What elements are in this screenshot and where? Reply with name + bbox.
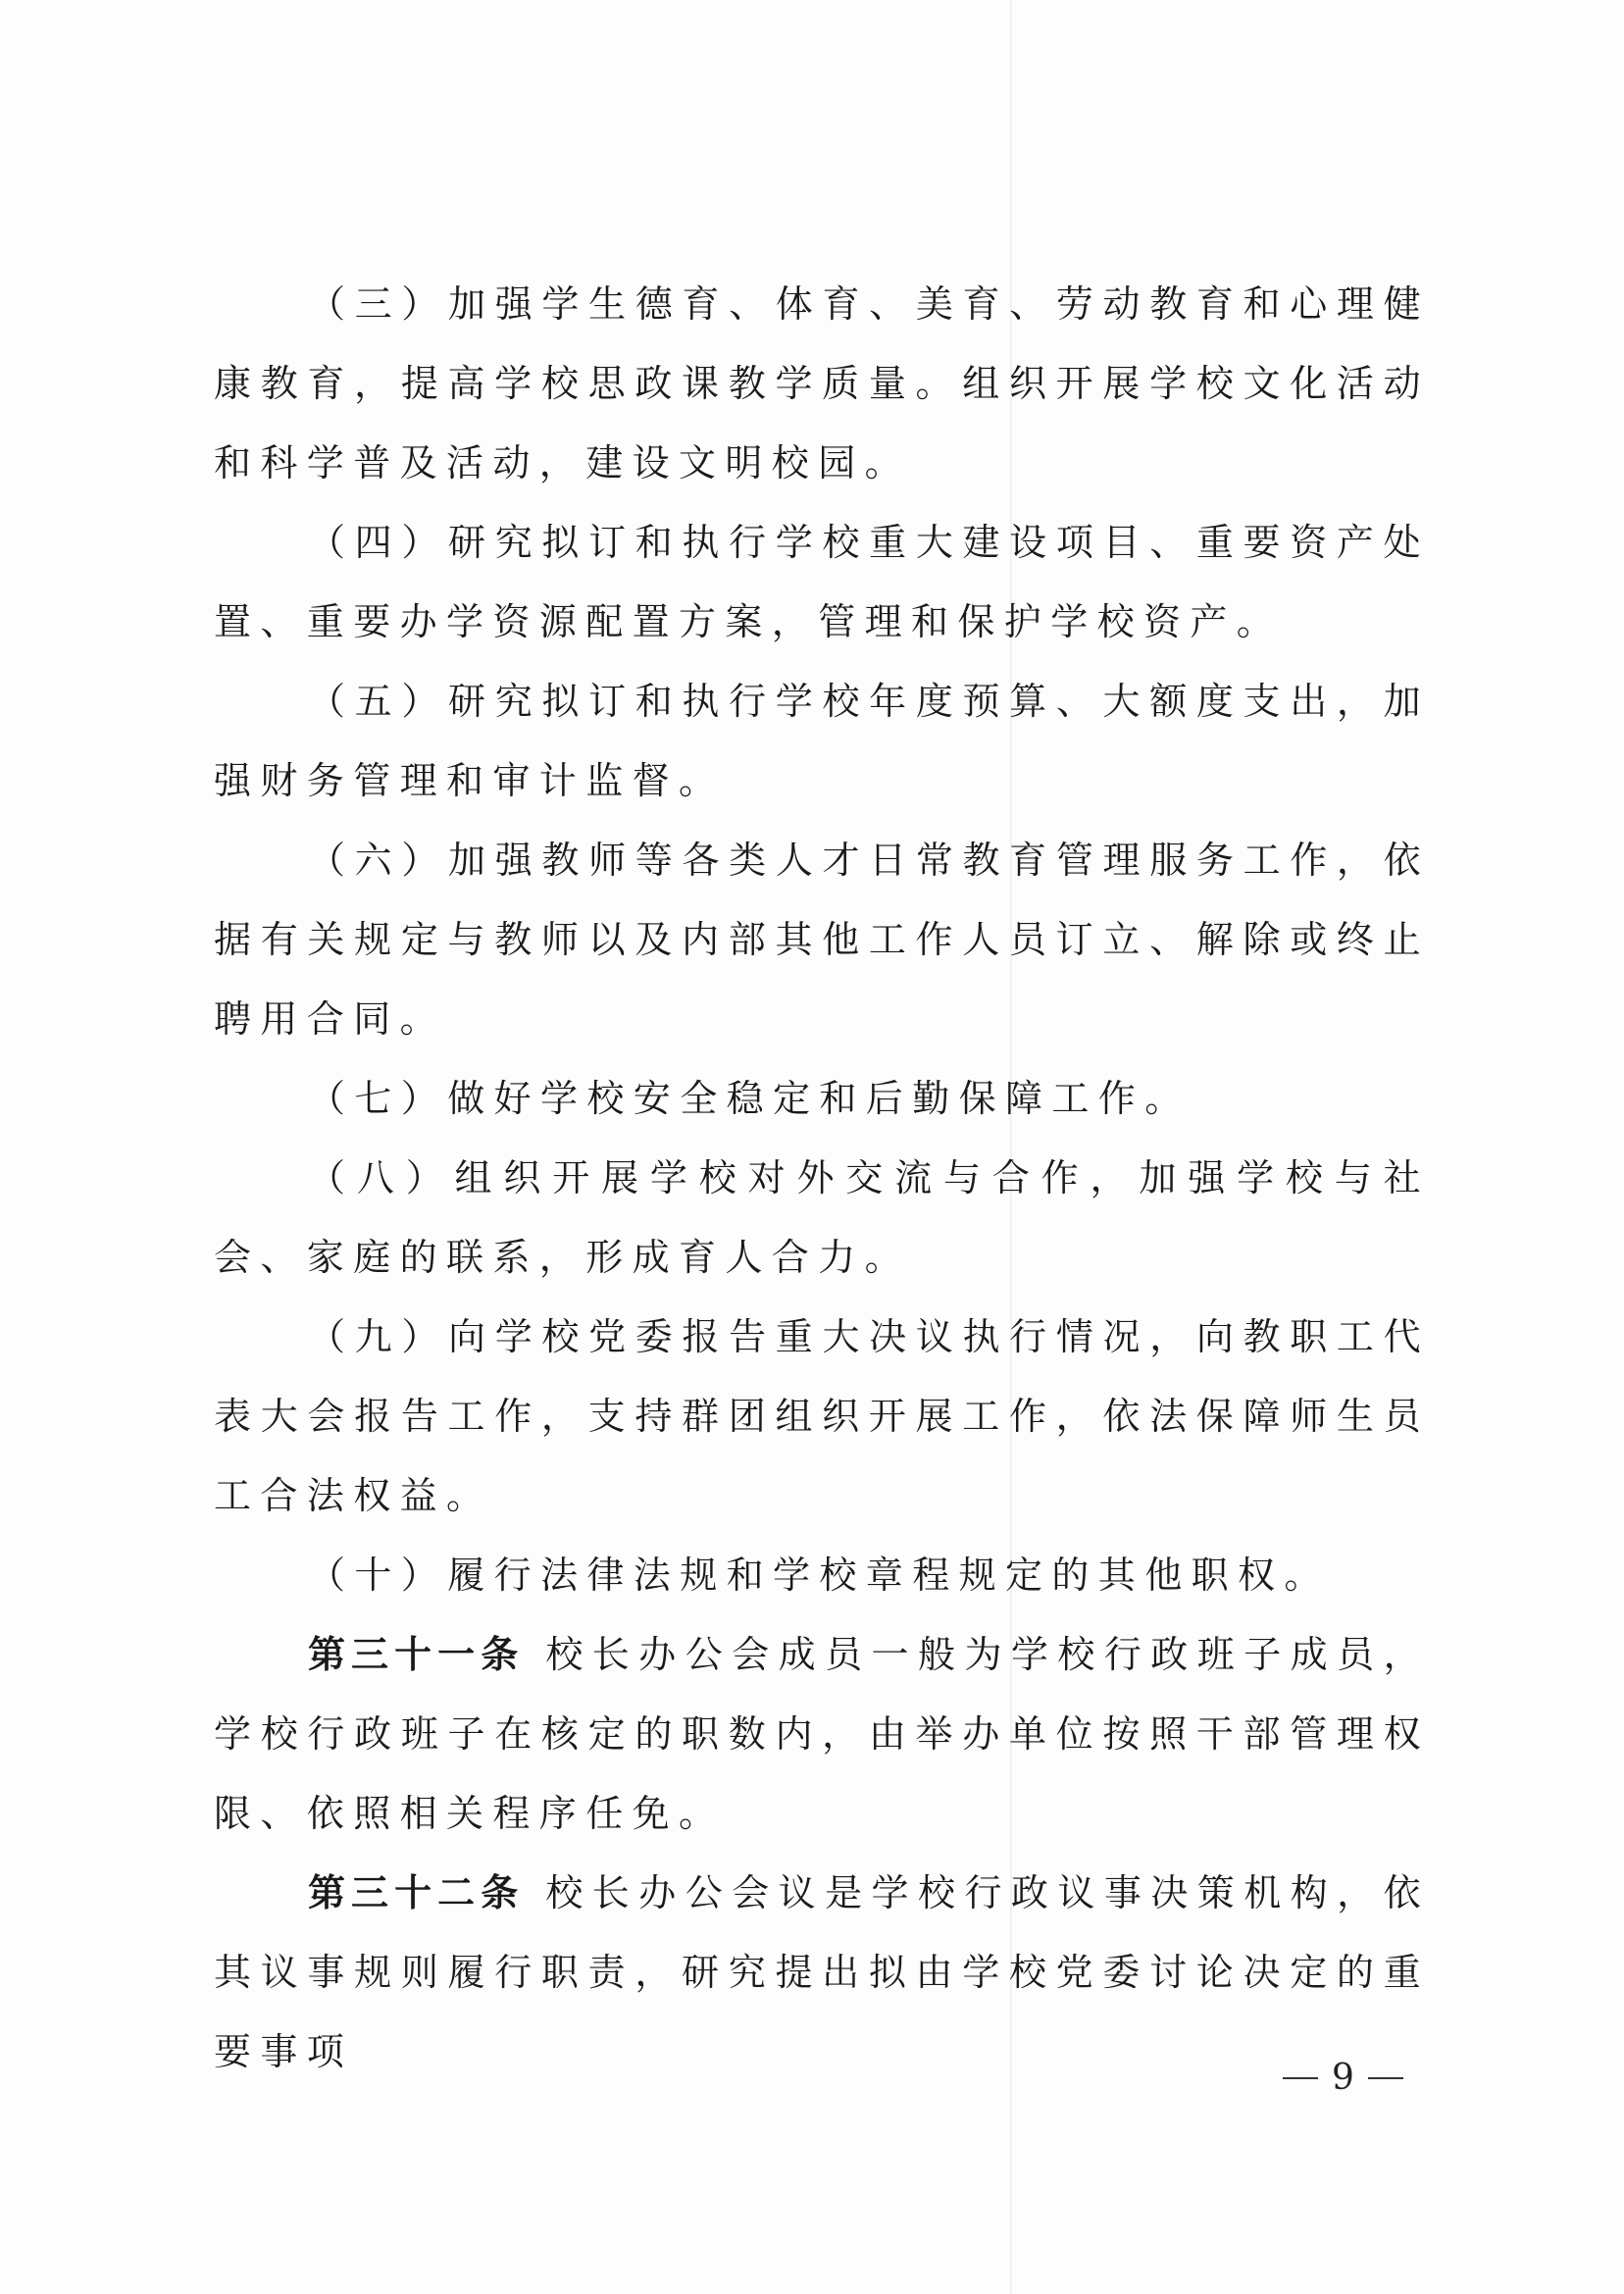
paragraph-item-10 [214, 1536, 1430, 1615]
paragraph-text: 校长办公会议是学校行政议事决策机构，依其议事规则履行职责，研究提出拟由学校党委讨论决定的重要事项 [214, 1871, 1430, 2073]
paragraph-text: （四）研究拟订和执行学校重大建设项目、重要资产处置、重要办学资源配置方案，管理和保护学校资产。 [214, 521, 1430, 643]
paragraph-text: （七）做好学校安全稳定和后勤保障工作。 [308, 1077, 1192, 1120]
paragraph-text: （三）加强学生德育、体育、美育、劳动教育和心理健康教育，提高学校思政课教学质量。组织开展学校文化活动和科学普及活动，建设文明校园。 [214, 282, 1430, 484]
page-number [1283, 2058, 1403, 2098]
paragraph-text: （九）向学校党委报告重大决议执行情况，向教职工代表大会报告工作，支持群团组织开展工作，依法保障师生员工合法权益。 [214, 1315, 1430, 1517]
paragraph-item-4 [214, 503, 1430, 662]
paragraph-item-8 [214, 1139, 1430, 1298]
paragraph-text: （八）组织开展学校对外交流与合作，加强学校与社会、家庭的联系，形成育人合力。 [214, 1156, 1430, 1279]
paragraph-item-3 [214, 265, 1430, 503]
page-number-value: 9 [1332, 2058, 1354, 2098]
paragraph-item-7 [214, 1059, 1430, 1139]
paragraph-item-6 [214, 821, 1430, 1059]
article-number: 第三十一条 [308, 1633, 525, 1676]
paragraph-text: （六）加强教师等各类人才日常教育管理服务工作，依据有关规定与教师以及内部其他工作人员订立、解除或终止聘用合同。 [214, 839, 1430, 1041]
article-32 [214, 1854, 1430, 2092]
dash-left [1283, 2077, 1318, 2079]
paragraph-item-9 [214, 1298, 1430, 1536]
document-body [214, 265, 1430, 2092]
article-31 [214, 1615, 1430, 1854]
paragraph-text: 校长办公会成员一般为学校行政班子成员，学校行政班子在核定的职数内，由举办单位按照干部管理权限、依照相关程序任免。 [214, 1633, 1430, 1835]
dash-right [1368, 2077, 1403, 2079]
paragraph-text: （十）履行法律法规和学校章程规定的其他职权。 [308, 1554, 1331, 1597]
paragraph-item-5 [214, 662, 1430, 821]
paragraph-text: （五）研究拟订和执行学校年度预算、大额度支出，加强财务管理和审计监督。 [214, 680, 1430, 802]
article-number: 第三十二条 [308, 1871, 525, 1914]
